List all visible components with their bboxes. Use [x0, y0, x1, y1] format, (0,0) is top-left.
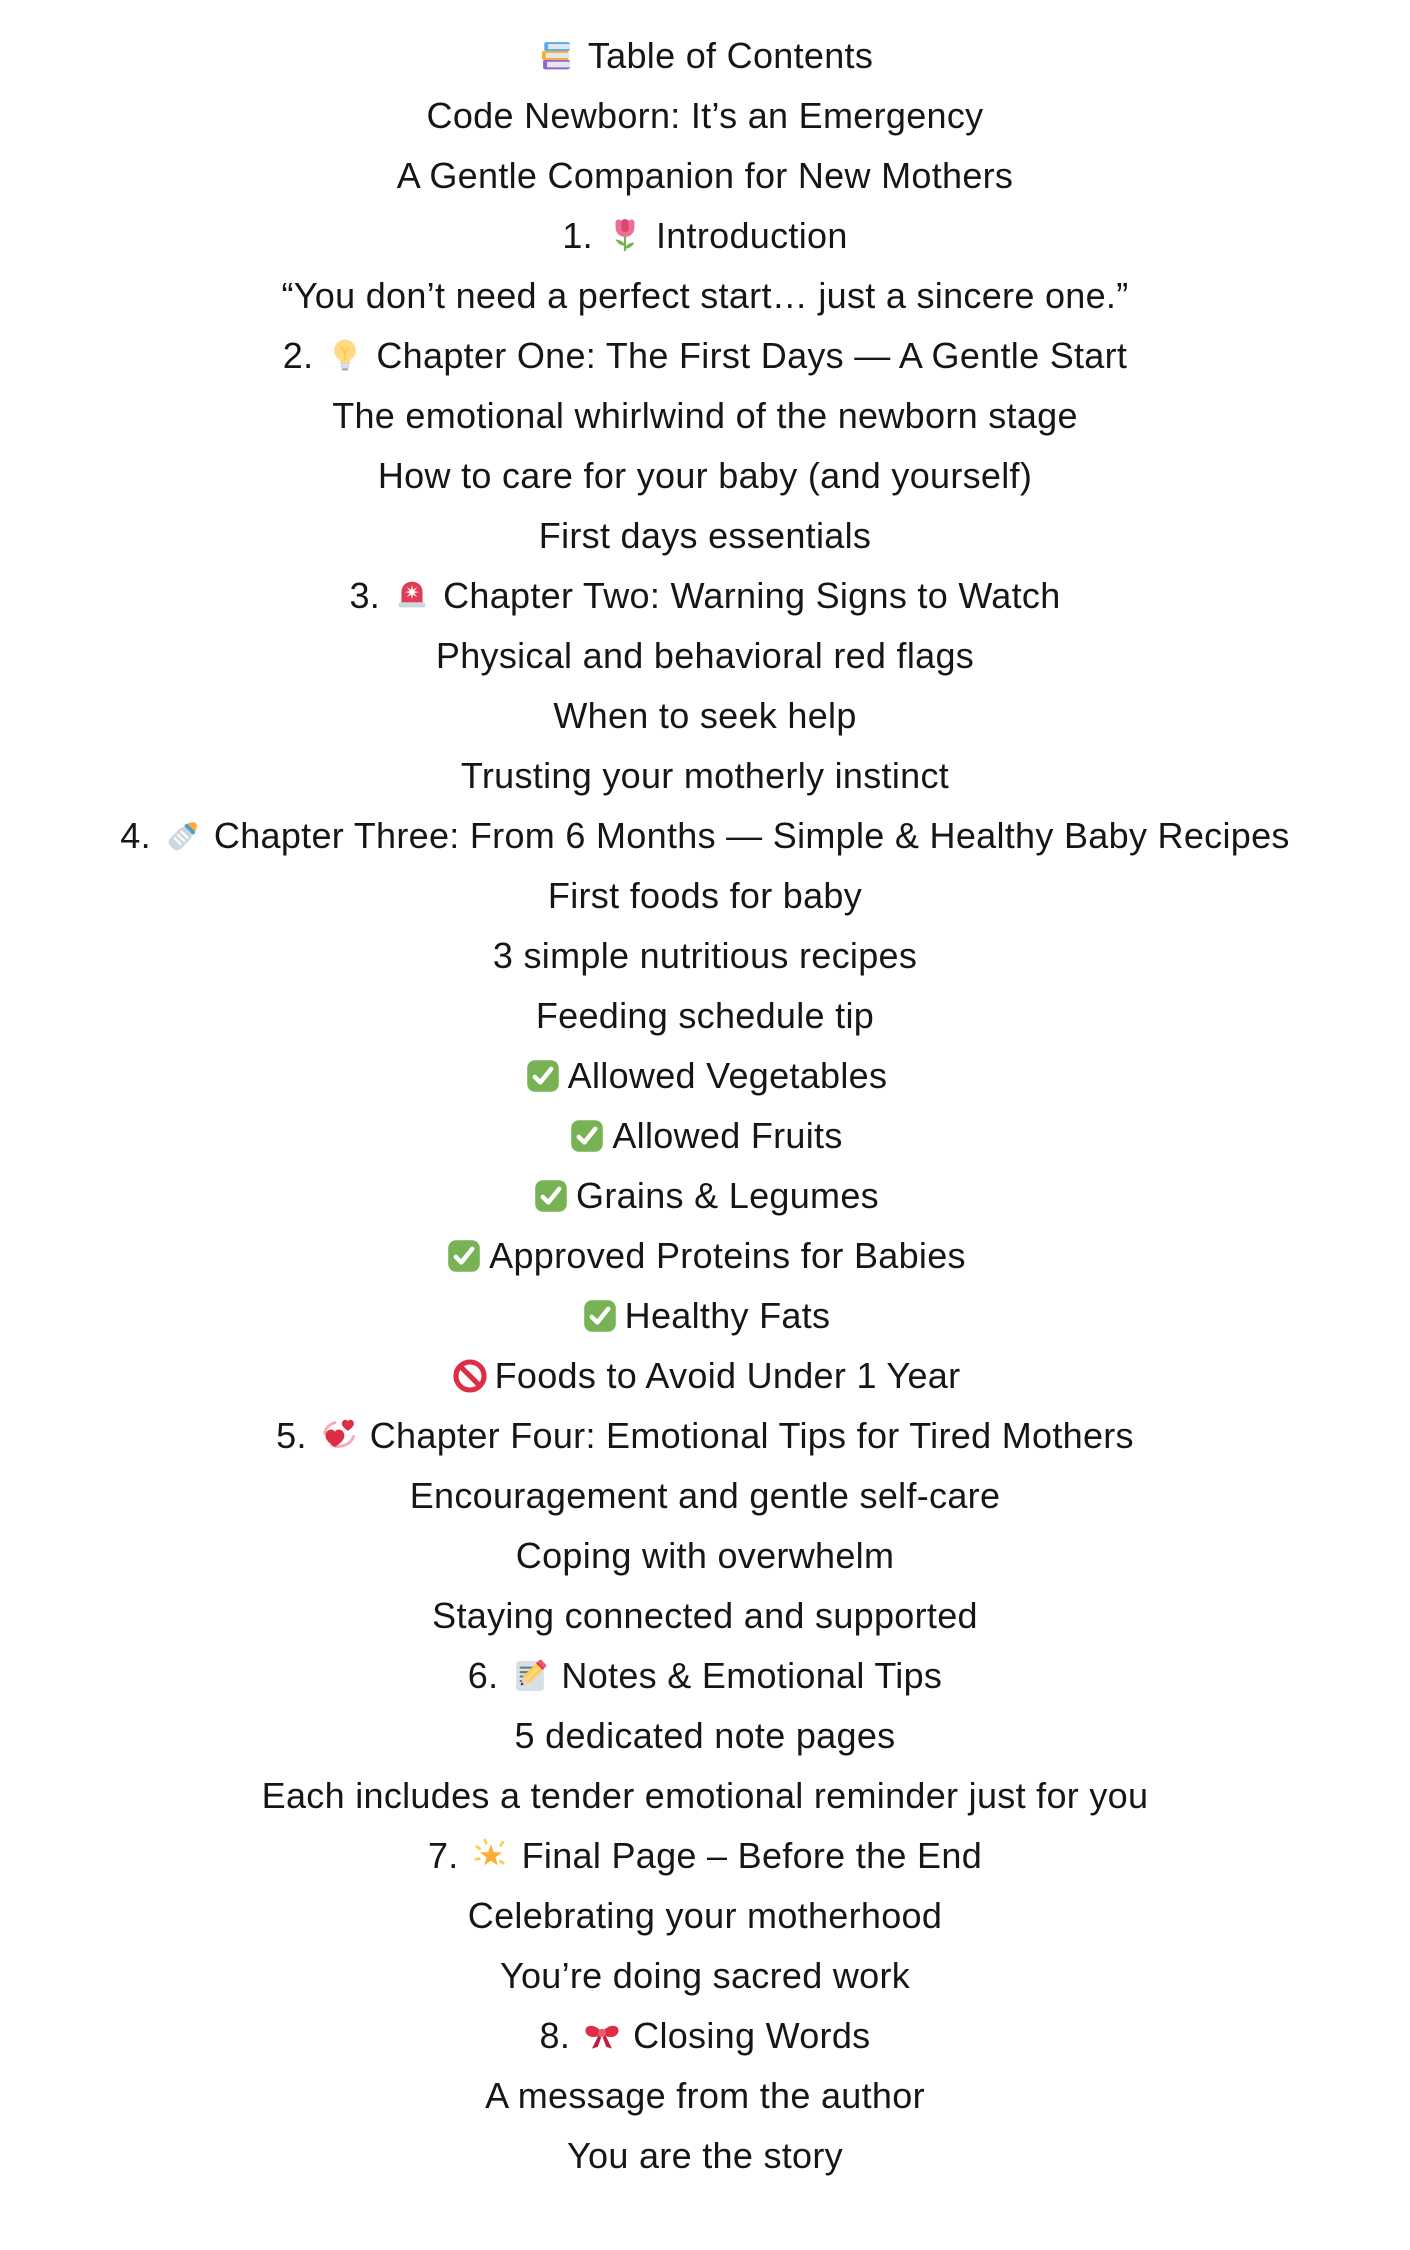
toc-line-text: Introduction — [655, 215, 848, 256]
toc-line — [0, 1166, 1410, 1226]
toc-line-text: Chapter Four: Emotional Tips for Tired Mothers — [369, 1415, 1134, 1456]
revolving-hearts-icon — [319, 1416, 359, 1456]
toc-line-text: Table of Contents — [587, 35, 874, 76]
toc-line-text: Celebrating your motherhood — [467, 1895, 943, 1936]
toc-line — [0, 2006, 1410, 2066]
toc-line — [0, 506, 1410, 566]
toc-line — [0, 326, 1410, 386]
toc-line-text: When to seek help — [553, 695, 857, 736]
toc-line — [0, 566, 1410, 626]
toc-line-text: Grains & Legumes — [576, 1175, 879, 1216]
toc-item-number: 4. — [120, 815, 151, 856]
toc-line-text: How to care for your baby (and yourself) — [377, 455, 1033, 496]
toc-line-text: A message from the author — [485, 2075, 925, 2116]
toc-line-text: Notes & Emotional Tips — [561, 1655, 943, 1696]
toc-line-text: “You don’t need a perfect start… just a sincere one.” — [281, 275, 1129, 316]
toc-line — [0, 86, 1410, 146]
toc-line — [0, 266, 1410, 326]
books-icon — [537, 36, 577, 76]
toc-line — [0, 206, 1410, 266]
toc-line — [0, 986, 1410, 1046]
toc-line-text: The emotional whirlwind of the newborn stage — [332, 395, 1078, 436]
check-icon — [523, 1056, 563, 1096]
toc-line-text: You are the story — [567, 2135, 843, 2176]
check-icon — [444, 1236, 484, 1276]
toc-line — [0, 806, 1410, 866]
toc-line — [0, 1826, 1410, 1886]
toc-line-text: Final Page – Before the End — [521, 1835, 983, 1876]
toc-line-text: Coping with overwhelm — [515, 1535, 895, 1576]
toc-line — [0, 146, 1410, 206]
toc-line — [0, 1226, 1410, 1286]
toc-line — [0, 1946, 1410, 2006]
toc-line-text: Encouragement and gentle self-care — [409, 1475, 1001, 1516]
toc-line — [0, 2066, 1410, 2126]
toc-line-text: Foods to Avoid Under 1 Year — [494, 1355, 961, 1396]
toc-line-text: Physical and behavioral red flags — [435, 635, 975, 676]
toc-line-text: 5 dedicated note pages — [514, 1715, 896, 1756]
toc-item-number: 8. — [539, 2015, 571, 2056]
toc-item-number: 2. — [282, 335, 314, 376]
memo-icon — [510, 1656, 550, 1696]
toc-item-number: 1. — [562, 215, 593, 256]
toc-line-text: Each includes a tender emotional reminder just for you — [261, 1775, 1149, 1816]
toc-line — [0, 1706, 1410, 1766]
toc-item-number: 5. — [276, 1415, 307, 1456]
check-icon — [567, 1116, 607, 1156]
check-icon — [531, 1176, 571, 1216]
toc-line — [0, 1526, 1410, 1586]
baby-bottle-icon — [163, 816, 203, 856]
toc-line-text: Chapter Two: Warning Signs to Watch — [443, 575, 1061, 616]
toc-line-text: Chapter Three: From 6 Months — Simple & Healthy Baby Recipes — [213, 815, 1290, 856]
toc-line-text: Allowed Vegetables — [567, 1055, 888, 1096]
toc-line — [0, 1406, 1410, 1466]
bulb-icon — [325, 336, 365, 376]
toc-line-text: Chapter One: The First Days — A Gentle Start — [376, 335, 1128, 376]
toc-line — [0, 1466, 1410, 1526]
toc-line-text: Staying connected and supported — [432, 1595, 978, 1636]
toc-line — [0, 1586, 1410, 1646]
toc-line — [0, 2126, 1410, 2186]
toc-line-text: First foods for baby — [547, 875, 863, 916]
toc-item-number: 7. — [427, 1835, 459, 1876]
toc-line — [0, 1046, 1410, 1106]
toc-item-number: 6. — [467, 1655, 499, 1696]
toc-line — [0, 26, 1410, 86]
toc-line-text: A Gentle Companion for New Mothers — [396, 155, 1014, 196]
toc-line-text: Closing Words — [633, 2015, 871, 2056]
toc-line-text: Allowed Fruits — [612, 1115, 843, 1156]
toc-line — [0, 746, 1410, 806]
toc-line — [0, 1646, 1410, 1706]
toc-line — [0, 1286, 1410, 1346]
tulip-icon — [605, 216, 645, 256]
toc-line — [0, 1106, 1410, 1166]
toc-line — [0, 1886, 1410, 1946]
toc-line — [0, 446, 1410, 506]
glowing-star-icon — [471, 1836, 511, 1876]
ribbon-icon — [582, 2016, 622, 2056]
toc-line — [0, 926, 1410, 986]
toc-line-text: Approved Proteins for Babies — [489, 1235, 966, 1276]
toc-line-text: You’re doing sacred work — [499, 1955, 911, 1996]
toc-line-text: 3 simple nutritious recipes — [492, 935, 918, 976]
toc-line — [0, 866, 1410, 926]
check-icon — [580, 1296, 620, 1336]
toc-line — [0, 1766, 1410, 1826]
toc-line-text: Healthy Fats — [624, 1295, 831, 1336]
toc-line-text: Trusting your motherly instinct — [460, 755, 950, 796]
toc-line-text: Feeding schedule tip — [535, 995, 875, 1036]
toc-line-text: Code Newborn: It’s an Emergency — [426, 95, 984, 136]
toc-line-text: First days essentials — [538, 515, 872, 556]
toc-line — [0, 1346, 1410, 1406]
toc-line — [0, 686, 1410, 746]
prohibited-icon — [450, 1356, 490, 1396]
siren-icon — [392, 576, 432, 616]
toc-line — [0, 626, 1410, 686]
toc-line — [0, 386, 1410, 446]
toc-item-number: 3. — [349, 575, 381, 616]
